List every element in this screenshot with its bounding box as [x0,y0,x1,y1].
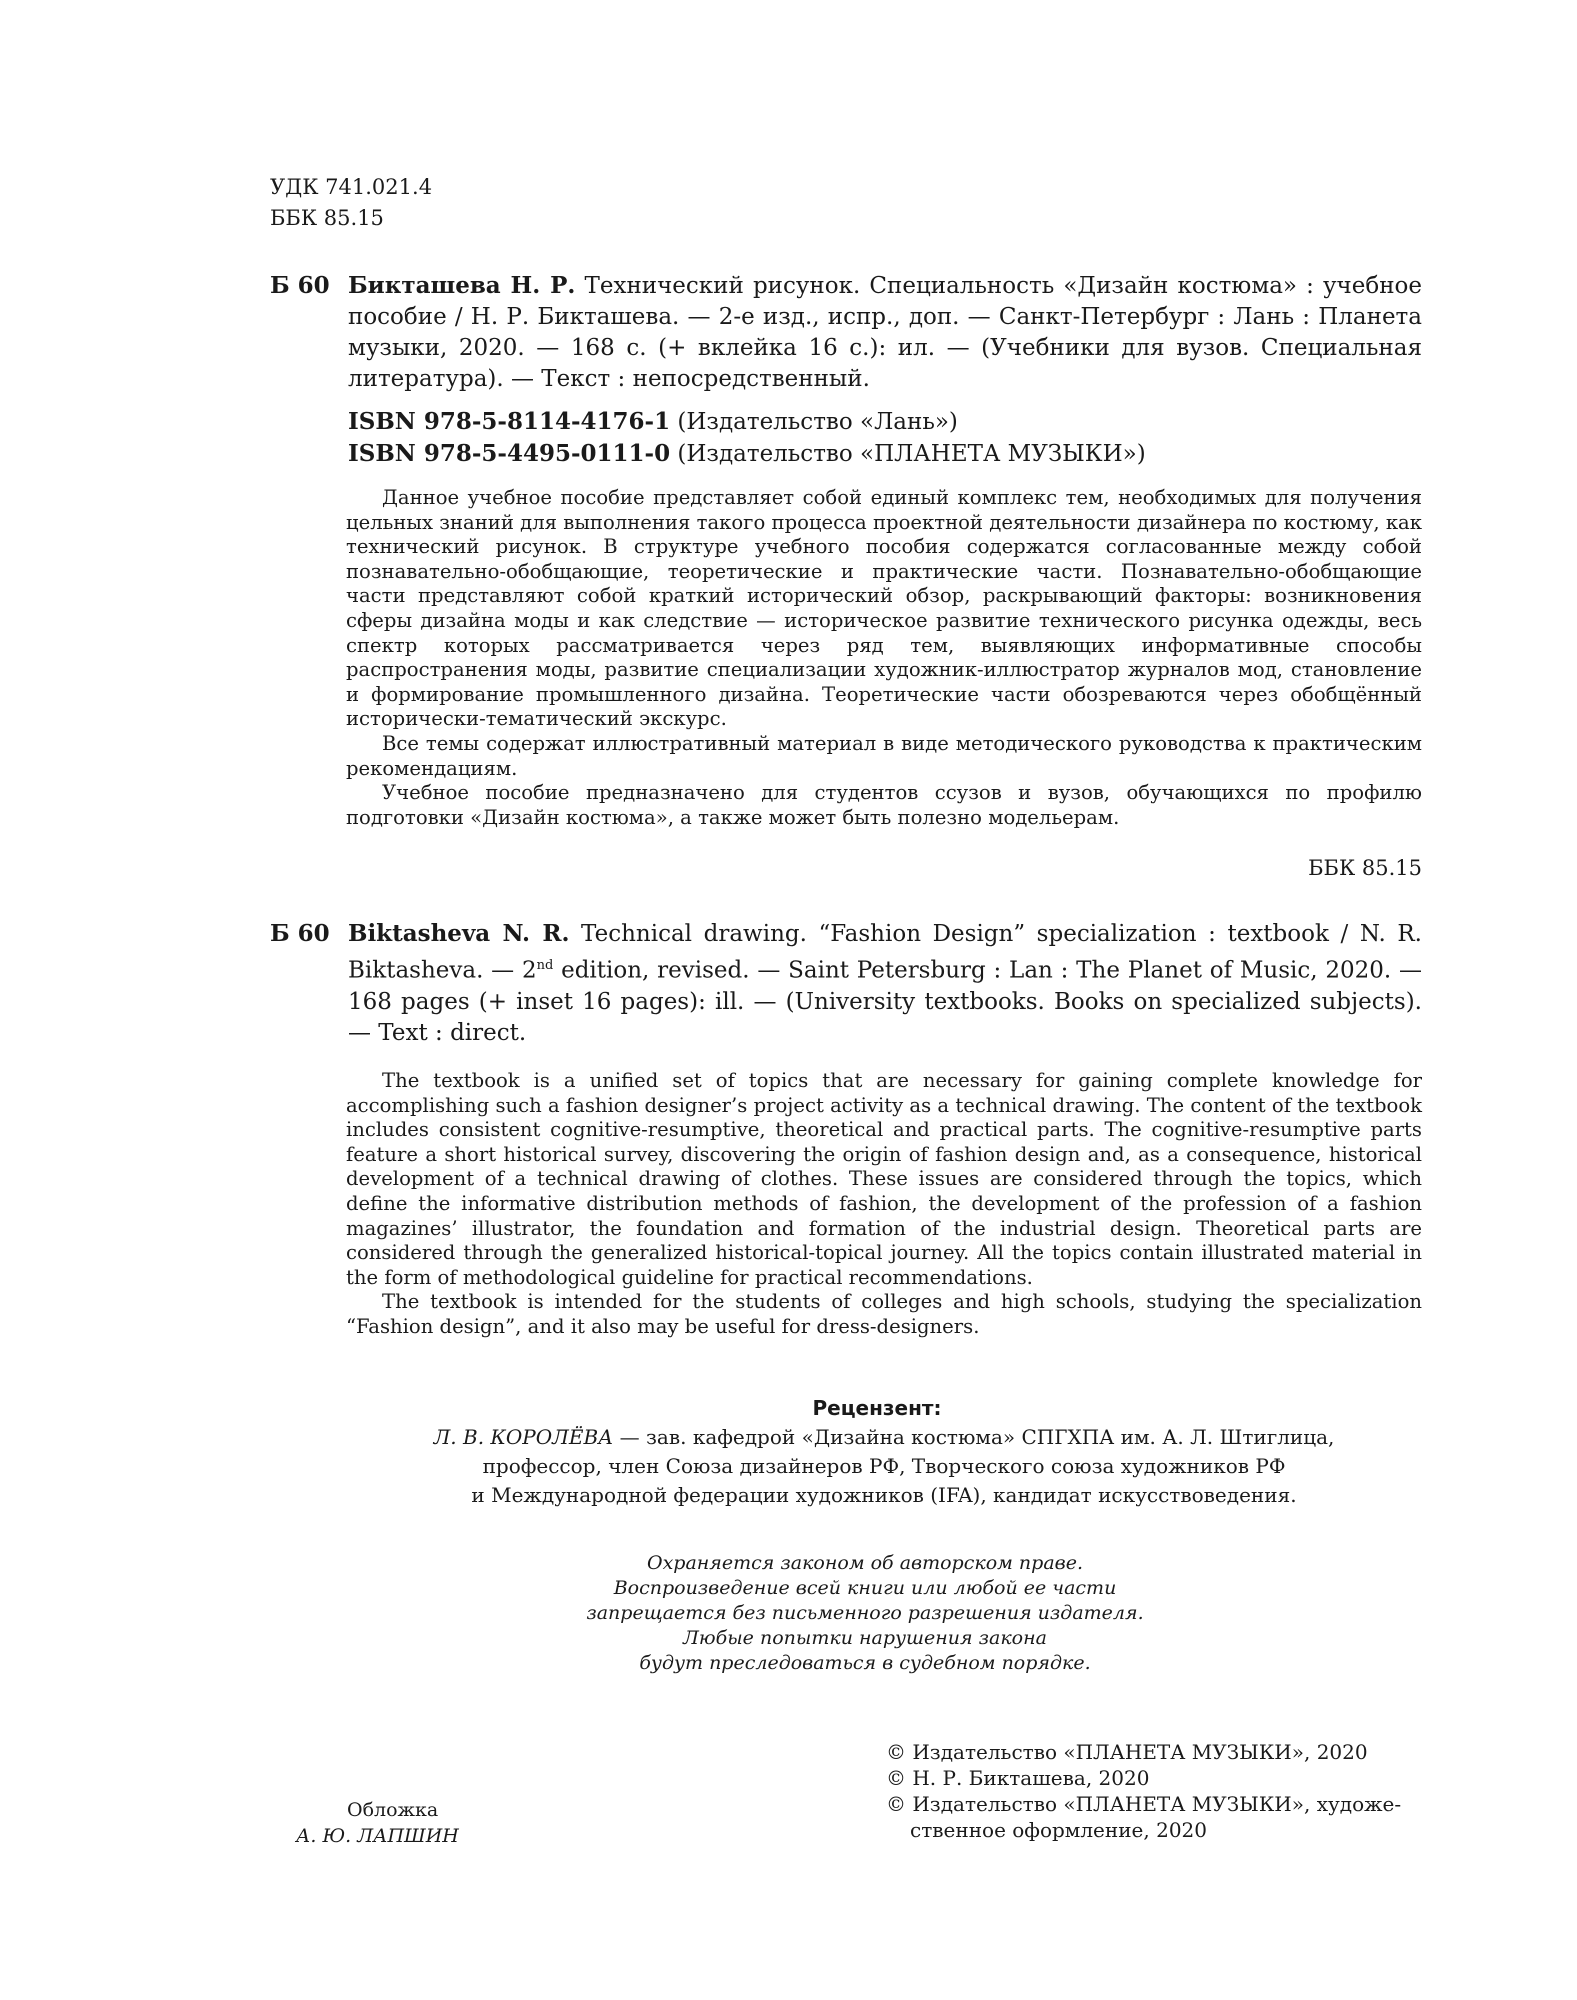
isbn-1: ISBN 978-5-8114-4176-1 [348,408,671,435]
bbk-code-right: ББК 85.15 [1308,856,1422,880]
annotation-en-paragraph: The textbook is a unified set of topics that are necessary for gaining complete knowledge for accomplishing such a fashion designer’s project activity as a technical drawing. The content of the textbook includes consistent cognitive-resumptive, theoretical and practical parts. The cognitive-resumptive parts feature a short historical survey, discovering the origin of fashion design and, as a consequence, historical development of a technical drawing of clothes. These issues are considered through the topics, which define the informative distribution methods of fashion, the development of the profession of a fashion magazines’ illustrator, the foundation and formation of the industrial design. Theoretical parts are considered through the generalized historical-topical journey. All the topics contain illustrated material in the form of methodological guideline for practical recommendations. [346,1069,1422,1289]
reviewer-heading: Рецензент: [812,1396,942,1420]
record-description-en [348,918,1422,1049]
bibliographic-record-en [270,918,1422,1048]
isbn-block [348,406,1146,470]
notice-line-5: будут преследоваться в судебном порядке. [639,1652,1091,1674]
annotation-en-paragraph: The textbook is intended for the students of colleges and high schools, studying the specialization “Fashion design”, and it also may be useful for dress-designers. [346,1290,1422,1338]
edition-superscript: nd [536,958,554,973]
copyright-line-3: © Издательство «ПЛАНЕТА МУЗЫКИ», художе- [886,1792,1402,1816]
isbn-publisher-1: (Издательство «Лань») [677,409,958,435]
author-mark: Б 60 [270,920,330,947]
notice-line-4: Любые попытки нарушения закона [683,1627,1047,1649]
cover-credit [296,1797,459,1849]
copyright-line-1: © Издательство «ПЛАНЕТА МУЗЫКИ», 2020 [886,1740,1368,1764]
reviewer-position: — зав. кафедрой «Дизайна костюма» СПГХПА им. А. Л. Штиглица, [613,1425,1335,1449]
notice-line-2: Воспроизведение всей книги или любой ее части [613,1577,1117,1599]
record-author-en: Biktasheva N. R. [348,920,570,947]
isbn-line-2 [348,438,1146,470]
copyright-line-2: © Н. Р. Бикташева, 2020 [886,1766,1150,1790]
isbn-publisher-2: (Издательство «ПЛАНЕТА МУЗЫКИ») [677,441,1146,467]
notice-line-1: Охраняется законом об авторском праве. [647,1552,1083,1574]
reviewer-block [346,1394,1422,1510]
annotation-ru-paragraph: Данное учебное пособие представляет собой единый комплекс тем, необходимых для получения цельных знаний для выполнения такого процесса проектной деятельности дизайнера по костюму, как технический рисунок. В структуре учебного пособия содержатся согласованные между собой познавательно-обобщающие, теоретические и практические части. Познавательно-обобщающие части представляют собой краткий исторический обзор, раскрывающий факторы: возникновения сферы дизайна моды и как следствие — историческое развитие технического рисунка одежды, весь спектр которых рассматривается через ряд тем, выявляющих информативные способы распространения моды, развитие специализации художник-иллюстратор журналов мод, становление и формирование промышленного дизайна. Теоретические части обозреваются через обобщённый исторически-тематический экскурс. [346,486,1422,731]
cover-label: Обложка [347,1799,439,1821]
reviewer-line-1 [346,1423,1422,1452]
reviewer-line-3: и Международной федерации художников (IFA), кандидат искусствоведения. [471,1483,1297,1507]
annotation-ru [346,486,1422,830]
annotation-en [346,1069,1422,1340]
notice-line-3: запрещается без письменного разрешения издателя. [586,1602,1144,1624]
reviewer-name: Л. В. КОРОЛЁВА [433,1425,614,1449]
record-text-en-a: Technical drawing. “Fashion Design” specialization : textbook / N. R. Biktasheva. — 2 [348,921,1422,984]
bibliographic-record-ru [270,270,1422,400]
copyright-notice [560,1551,1170,1676]
annotation-ru-paragraph: Учебное пособие предназначено для студентов ссузов и вузов, обучающихся по профилю подготовки «Дизайн костюма», а также может быть полезно модельерам. [346,781,1422,829]
copyright-line-4: ственное оформление, 2020 [910,1818,1208,1842]
isbn-2: ISBN 978-5-4495-0111-0 [348,440,671,467]
copyright-lines [886,1739,1422,1843]
record-text-ru: Технический рисунок. Специальность «Дизайн костюма» : учебное пособие / Н. Р. Бикташева. — 2-е изд., испр., доп. — Санкт-Петербург : Лань : Планета музыки, 2020. — 168 с. (+ вклейка 16 с.): ил. — (Учебники для вузов. Специальная литература). — Текст : непосредственный. [348,273,1422,392]
annotation-ru-paragraph: Все темы содержат иллюстративный материал в виде методического руководства к практическим рекомендациям. [346,731,1422,780]
bbk-code: ББК 85.15 [270,206,384,230]
udk-code: УДК 741.021.4 [270,175,433,199]
record-author-ru: Бикташева Н. Р. [348,272,576,299]
record-description-ru [348,270,1422,395]
reviewer-line-2: профессор, член Союза дизайнеров РФ, Творческого союза художников РФ [482,1454,1286,1478]
classification-codes [270,172,432,234]
record-text-en-b: edition, revised. — Saint Petersburg : Lan : The Planet of Music, 2020. — 168 pages (+ inset 16 pages): ill. — (University textbooks. Books on specialized subjects). — Text : direct. [348,957,1422,1046]
isbn-line-1 [348,406,1146,438]
cover-designer-name: А. Ю. ЛАПШИН [296,1825,459,1847]
author-mark: Б 60 [270,272,330,299]
